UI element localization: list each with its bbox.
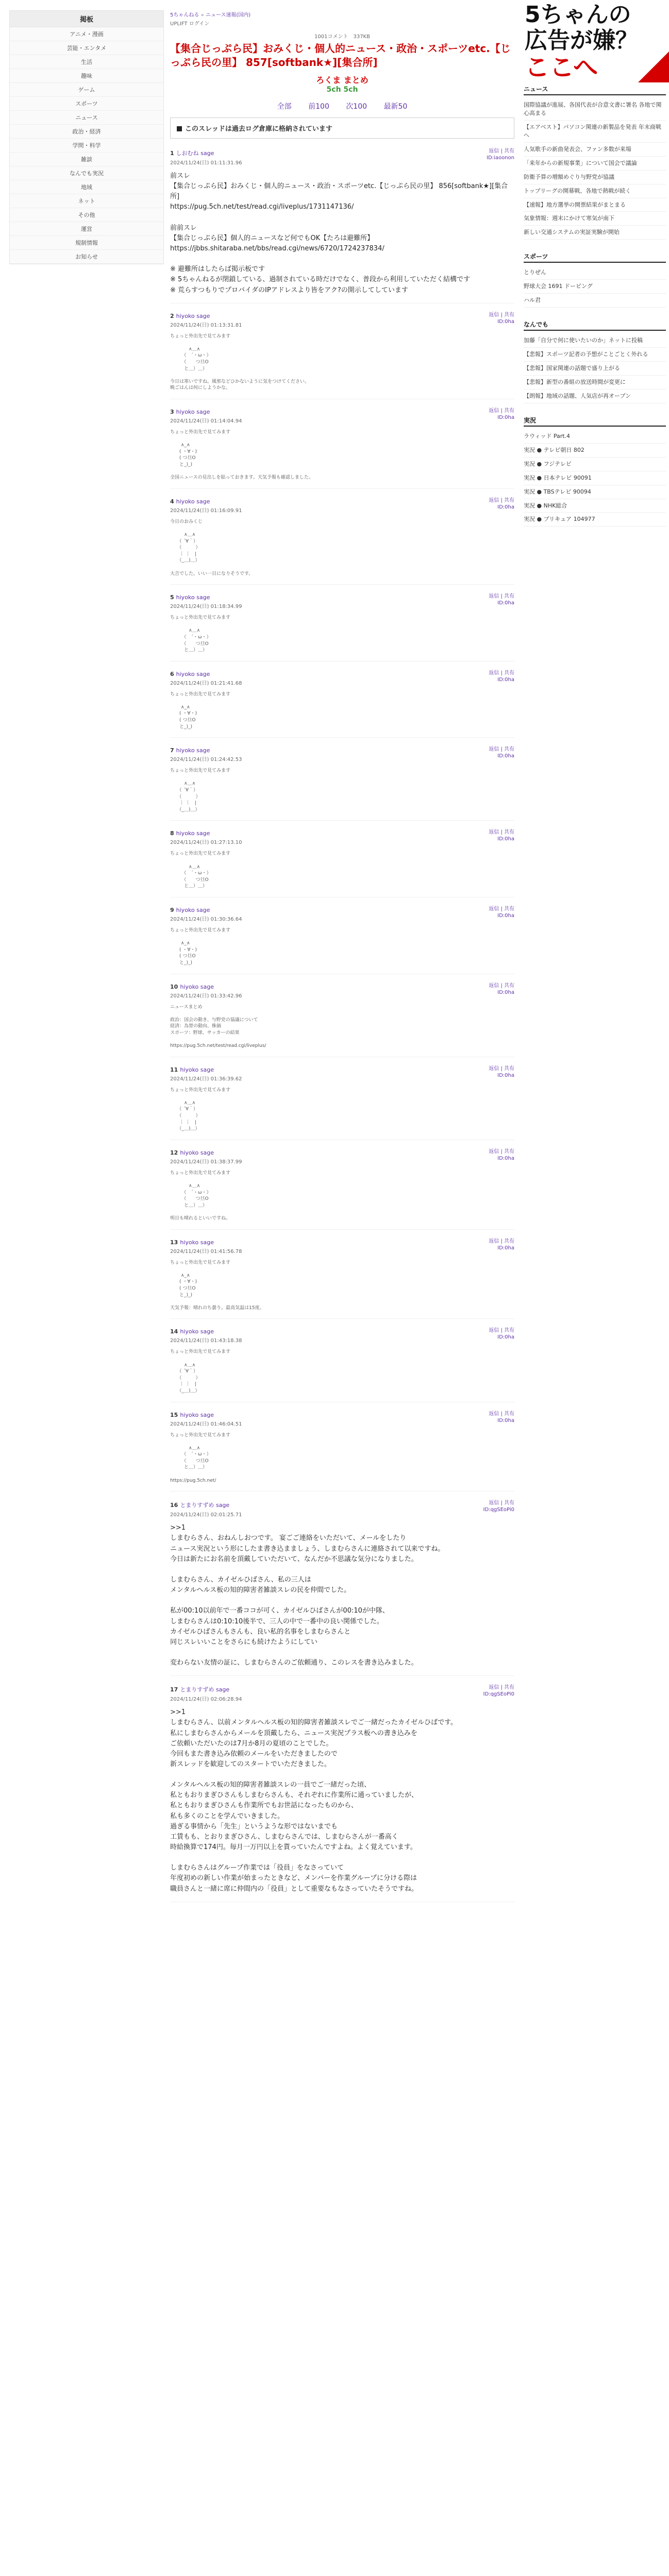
- right-section-link[interactable]: 【悲報】スポーツ記者の予想がことごとく外れる: [524, 351, 648, 358]
- sidebar-item[interactable]: 芸能・エンタメ: [10, 41, 163, 55]
- right-column: [521, 0, 669, 537]
- share-link[interactable]: 共有: [504, 1065, 514, 1072]
- post-author[interactable]: しおむね: [176, 150, 199, 157]
- post-actions: 返信 | 共有 ID:0ha: [489, 829, 514, 842]
- nav-prev100[interactable]: 前100: [308, 103, 329, 111]
- sidebar-item[interactable]: スポーツ: [10, 97, 163, 111]
- post-author[interactable]: hiyoko: [180, 1149, 199, 1156]
- right-section-item: [524, 121, 666, 143]
- post-author[interactable]: hiyoko: [176, 409, 195, 416]
- post-number[interactable]: 15: [170, 1411, 178, 1418]
- post-header: [170, 982, 514, 991]
- inline-ad[interactable]: [170, 74, 514, 94]
- right-section: [524, 318, 666, 403]
- share-link[interactable]: 共有: [504, 497, 514, 503]
- share-link[interactable]: 共有: [504, 747, 514, 753]
- post-author[interactable]: hiyoko: [180, 983, 199, 990]
- post-number[interactable]: 11: [170, 1066, 178, 1073]
- right-section-item: [524, 212, 666, 226]
- sidebar-item[interactable]: ネット: [10, 194, 163, 208]
- breadcrumb-sep: »: [200, 12, 206, 18]
- post-mail: sage: [200, 1066, 214, 1073]
- sidebar-item[interactable]: 運営: [10, 222, 163, 236]
- post-mail: sage: [200, 1328, 214, 1335]
- thread-count-info: 1001コメント 337KB: [314, 34, 370, 40]
- sidebar-list: [10, 27, 163, 264]
- right-section: [524, 250, 666, 308]
- post-body: >>1 しまむらさん、以前メンタルヘルス板の知的障害者雑談スレでご一緒だったカイゼルひばです。 私にしまむらさんからメールを頂戴したら、ニュース実況プラス板への書き込みを ご依頼いただいたのは7月か8月の夏頃のことでした。 今回もまた書き込み依頼のメールをいただきましたので 新スレッドを歓迎してのスタートでいただきました。 メンタルヘルス板の知的障害者雑談スレの一員でご一緒だった頃、 私ともおりまぎひさんもしまむらさんも、それぞれに作業所に通っていましたが、 私ともおりまぎひさんも作業所でもお世話になったものから、 私も多くのことを学んでいきました。 過ぎる事情から「先生」というような形ではないまでも 工賃もも、とおりまぎひさん、しまむらさんでは、しまむらさんが一番高く 時給換算で174円。毎月一万円以上を貰っていたんですよね。よく覚えています。 しまむらさんはグループ作業では「役員」をなさっていて 年度初めの新しい作業が始まったときなど、メンバーを作業グループに分ける際は 職員さんと一緒に席に仲間内の「役員」として重要なもなさっていたそうですね。: [170, 1708, 458, 1893]
- right-section-link[interactable]: ハル君: [524, 297, 541, 304]
- post-mail: sage: [196, 830, 210, 837]
- post: [170, 1148, 514, 1230]
- post-number[interactable]: 9: [170, 906, 174, 913]
- sidebar-item[interactable]: 政治・経済: [10, 125, 163, 139]
- post-author[interactable]: hiyoko: [180, 1066, 199, 1073]
- right-section-item: [524, 389, 666, 403]
- right-section-link[interactable]: 実況 ● プリキュア 104977: [524, 516, 595, 523]
- post-date: 2024/11/24(日) 01:27:13.10: [170, 840, 242, 846]
- post-body: ちょっと外出先で見てみます ∧＿∧ （ ´∀｀） （ ） ｜ ｜ | （_＿)＿）: [170, 768, 231, 812]
- banner-ad-line3: ここへ: [525, 53, 598, 82]
- post-body: 今日のおみくじ ∧＿∧ （ ´∀｀） （ ） ｜ ｜ | （_＿)＿） 大吉でした。いい一日になりそうです。: [170, 519, 254, 577]
- post-id[interactable]: ID:0ha: [497, 753, 514, 759]
- post: [170, 829, 514, 897]
- right-section-item: [524, 430, 666, 444]
- thread-main: [170, 10, 514, 1910]
- right-section-link[interactable]: トップリーグの開幕戦、各地で熱戦が続く: [524, 187, 631, 194]
- post-header: [170, 1238, 514, 1247]
- post-date: 2024/11/24(日) 01:11:31.96: [170, 160, 242, 166]
- sidebar-item[interactable]: 学問・科学: [10, 139, 163, 152]
- post-mail: sage: [196, 747, 210, 754]
- share-link[interactable]: 共有: [504, 1685, 514, 1691]
- inline-ad-sub: 5ch 5ch: [326, 86, 358, 94]
- post-id[interactable]: ID:0ha: [497, 1155, 514, 1161]
- post-date: 2024/11/24(日) 01:30:36.64: [170, 916, 242, 922]
- post: [170, 746, 514, 821]
- right-section-item: [524, 334, 666, 348]
- right-section-link[interactable]: 国際協議が進展、各国代表が合意文書に署名 各地で関心高まる: [524, 101, 662, 116]
- reply-link[interactable]: 返信: [489, 312, 499, 318]
- post-date: 2024/11/24(日) 01:14:04.94: [170, 418, 242, 425]
- reply-link[interactable]: 返信: [489, 408, 499, 414]
- thread-nav: [170, 101, 514, 111]
- post-author[interactable]: hiyoko: [176, 498, 195, 505]
- post-author[interactable]: hiyoko: [180, 1411, 199, 1418]
- breadcrumb-board[interactable]: ニュース速報(国内): [205, 12, 251, 18]
- post-id[interactable]: ID:qgSEoPi0: [483, 1691, 514, 1698]
- right-section: [524, 82, 666, 240]
- right-section-link[interactable]: ラウィッド Part.4: [524, 432, 571, 439]
- post-id[interactable]: ID:0ha: [497, 1417, 514, 1423]
- reply-link[interactable]: 返信: [489, 1685, 499, 1691]
- post-author[interactable]: hiyoko: [180, 1239, 199, 1246]
- sidebar-item[interactable]: お知らせ: [10, 250, 163, 264]
- post-id[interactable]: ID:0ha: [497, 504, 514, 510]
- post-header: [170, 1148, 514, 1157]
- reply-link[interactable]: 返信: [489, 1148, 499, 1155]
- login-link[interactable]: UPLIFT ログイン: [170, 21, 210, 27]
- post-mail: sage: [215, 1502, 230, 1509]
- post-mail: sage: [196, 594, 210, 601]
- post-body: ちょっと外出先で見てみます ∧＿∧ （ ´∀｀） （ ） ｜ ｜ | （_＿)＿）: [170, 1349, 231, 1394]
- sidebar-item[interactable]: 地域: [10, 180, 163, 194]
- post: [170, 1411, 514, 1492]
- post-actions: 返信 | 共有 ID:qgSEoPi0: [483, 1685, 514, 1698]
- share-link[interactable]: 共有: [504, 1411, 514, 1417]
- share-link[interactable]: 共有: [504, 408, 514, 414]
- post-author[interactable]: hiyoko: [176, 312, 195, 319]
- post-id[interactable]: ID:0ha: [497, 318, 514, 325]
- sidebar-item[interactable]: ニュース: [10, 111, 163, 125]
- post-body: ニュースまとめ 政治：国会の動き、与野党の協議について 経済：為替の動向、株価 スポーツ：野球、サッカーの結果 https://pug.5ch.net/test/read.cgi/liveplus/: [170, 1004, 266, 1049]
- post-actions: 返信 | 共有 ID:0ha: [489, 1238, 514, 1251]
- right-section-link[interactable]: 人気歌手の新曲発表会、ファン多数が来場: [524, 145, 631, 152]
- post-body: ちょっと外出先で見てみます ∧_∧ ( ・∀・) ( つ旦O と_)_) 天気予報：晴れのち曇り。最高気温は15度。: [170, 1260, 264, 1311]
- post-header: [170, 1500, 514, 1510]
- right-section-item: [524, 226, 666, 240]
- post-actions: 返信 | 共有 ID:0ha: [489, 906, 514, 919]
- right-section-item: [524, 457, 666, 471]
- post: [170, 1065, 514, 1140]
- sidebar-item[interactable]: アニメ・漫画: [10, 27, 163, 41]
- post-number[interactable]: 16: [170, 1502, 178, 1509]
- right-section: [524, 414, 666, 527]
- right-section-link[interactable]: 【悲報】国家関連の話題で盛り上がる: [524, 365, 620, 371]
- banner-ad-line1: 5ちゃんの: [525, 2, 631, 28]
- post-header: [170, 1684, 514, 1694]
- share-link[interactable]: 共有: [504, 1328, 514, 1334]
- post-mail: sage: [200, 983, 214, 990]
- post-header: [170, 906, 514, 914]
- post-id[interactable]: ID:0ha: [497, 676, 514, 683]
- right-section-item: [524, 376, 666, 389]
- breadcrumb-home[interactable]: 5ちゃんねる: [170, 12, 199, 18]
- sidebar-item[interactable]: 趣味: [10, 69, 163, 83]
- right-section-link[interactable]: 実況 ● テレビ朝日 802: [524, 446, 584, 453]
- post-number[interactable]: 4: [170, 498, 174, 505]
- post-header: [170, 829, 514, 838]
- right-section-item: [524, 98, 666, 121]
- post-date: 2024/11/24(日) 01:13:31.81: [170, 322, 242, 328]
- right-section-link[interactable]: 実況 ● 日本テレビ 90091: [524, 474, 592, 481]
- sidebar-title: 掲板: [10, 11, 163, 27]
- post-actions: 返信 | 共有 ID:0ha: [489, 747, 514, 759]
- post-date: 2024/11/24(日) 01:43:18.38: [170, 1338, 242, 1344]
- sidebar-item[interactable]: なんでも実況: [10, 166, 163, 180]
- post-header: [170, 746, 514, 755]
- right-section-link[interactable]: 実況 ● フジテレビ: [524, 460, 572, 467]
- right-section-link[interactable]: 防衛予算の増額めぐり与野党が協議: [524, 173, 614, 180]
- post-mail: sage: [200, 150, 214, 157]
- right-section-item: [524, 444, 666, 457]
- sidebar-item[interactable]: 雑談: [10, 152, 163, 166]
- post-actions: 返信 | 共有 ID:0ha: [489, 1411, 514, 1423]
- reply-link[interactable]: 返信: [489, 906, 499, 912]
- share-link[interactable]: 共有: [504, 312, 514, 318]
- post-date: 2024/11/24(日) 01:38:37.99: [170, 1159, 242, 1165]
- post: [170, 312, 514, 399]
- share-link[interactable]: 共有: [504, 594, 514, 600]
- post-actions: 返信 | 共有 ID:0ha: [489, 594, 514, 606]
- post: [170, 593, 514, 662]
- post-body: ちょっと外出先で見てみます ∧＿∧ （ ´・ω・） （ つ旦O と＿）＿） 今日は寒いですね。風邪などひかないように気をつけてください。 晩ごはんは何にしようかな。: [170, 333, 310, 391]
- post-date: 2024/11/24(日) 01:33:42.96: [170, 993, 242, 999]
- post: [170, 906, 514, 974]
- right-section-item: [524, 198, 666, 212]
- sidebar-item[interactable]: その他: [10, 208, 163, 222]
- post-id[interactable]: ID:0ha: [497, 836, 514, 842]
- post-number[interactable]: 7: [170, 747, 174, 754]
- post-author[interactable]: とまりすずめ: [180, 1686, 214, 1693]
- post-author[interactable]: hiyoko: [176, 594, 195, 601]
- post-body: ちょっと外出先で見てみます ∧＿∧ （ ´・ω・） （ つ旦O と＿）＿）: [170, 615, 231, 653]
- nav-latest50[interactable]: 最新50: [383, 103, 408, 111]
- right-section-link[interactable]: 気象情報：週末にかけて寒気が南下: [524, 215, 614, 222]
- post-id[interactable]: ID:0ha: [497, 1334, 514, 1341]
- post-author[interactable]: hiyoko: [176, 906, 195, 913]
- post-header: [170, 670, 514, 679]
- post-number[interactable]: 17: [170, 1686, 178, 1693]
- reply-link[interactable]: 返信: [489, 594, 499, 600]
- post-number[interactable]: 14: [170, 1328, 178, 1335]
- post-actions: 返信 | 共有 ID:0ha: [489, 1148, 514, 1161]
- reply-link[interactable]: 返信: [489, 1411, 499, 1417]
- post: [170, 497, 514, 585]
- right-section-item: [524, 294, 666, 308]
- post-date: 2024/11/24(日) 02:06:28.94: [170, 1697, 242, 1703]
- post-date: 2024/11/24(日) 01:36:39.62: [170, 1076, 242, 1082]
- reply-link[interactable]: 返信: [489, 747, 499, 753]
- right-section-link[interactable]: 「来年からの新規事業」について国会で議論: [524, 159, 637, 166]
- share-link[interactable]: 共有: [504, 1148, 514, 1155]
- post-actions: 返信 | 共有 ID:0ha: [489, 312, 514, 325]
- post-number[interactable]: 13: [170, 1239, 178, 1246]
- post: [170, 408, 514, 489]
- reply-link[interactable]: 返信: [489, 1500, 499, 1506]
- nav-all[interactable]: 全部: [277, 103, 292, 111]
- banner-ad[interactable]: [521, 0, 669, 82]
- post-body: ちょっと外出先で見てみます ∧＿∧ （ ´・ω・） （ つ旦O と＿）＿） https://pug.5ch.net/: [170, 1432, 231, 1483]
- share-link[interactable]: 共有: [504, 982, 514, 989]
- right-section-item: [524, 362, 666, 376]
- sidebar-item[interactable]: ゲーム: [10, 83, 163, 97]
- post-actions: 返信 | 共有 ID:0ha: [489, 408, 514, 421]
- right-section-item: [524, 143, 666, 157]
- post-number[interactable]: 5: [170, 594, 174, 601]
- post-id[interactable]: ID:0ha: [497, 912, 514, 919]
- post-id[interactable]: ID:0ha: [497, 989, 514, 995]
- post-author[interactable]: hiyoko: [176, 830, 195, 837]
- right-section-title: 実況: [524, 414, 666, 427]
- post-actions: 返信 | 共有 ID:0ha: [489, 1065, 514, 1078]
- breadcrumb: [170, 10, 514, 18]
- post-date: 2024/11/24(日) 01:16:09.91: [170, 507, 242, 514]
- post-list: [170, 148, 514, 1902]
- post-mail: sage: [196, 670, 210, 677]
- post-actions: 返信 | 共有 ID:qgSEoPi0: [483, 1500, 514, 1513]
- right-section-title: スポーツ: [524, 250, 666, 263]
- post-date: 2024/11/24(日) 01:18:34.99: [170, 604, 242, 610]
- right-section-item: [524, 157, 666, 171]
- right-section-item: [524, 171, 666, 184]
- reply-link[interactable]: 返信: [489, 148, 499, 154]
- post-id[interactable]: ID:0ha: [497, 1072, 514, 1078]
- post-number[interactable]: 3: [170, 409, 174, 416]
- post-header: [170, 497, 514, 506]
- post: [170, 148, 514, 303]
- reply-link[interactable]: 返信: [489, 829, 499, 836]
- right-section-link[interactable]: 【速報】地方選挙の開票結果がまとまる: [524, 201, 626, 208]
- post-actions: 返信 | 共有 ID:0ha: [489, 982, 514, 995]
- post-id[interactable]: ID:0ha: [497, 415, 514, 421]
- post-body: ちょっと外出先で見てみます ∧＿∧ （ ´・ω・） （ つ旦O と＿）＿）: [170, 851, 231, 889]
- post-mail: sage: [196, 906, 210, 913]
- arrow-icon: [638, 52, 669, 82]
- square-icon: [177, 126, 182, 131]
- reply-link[interactable]: 返信: [489, 982, 499, 989]
- banner-ad-line2: 広告が嫌？: [525, 27, 638, 54]
- post-number[interactable]: 12: [170, 1149, 178, 1156]
- post-body: ちょっと外出先で見てみます ∧_∧ ( ・∀・) ( つ旦O と_)_): [170, 691, 231, 730]
- post-date: 2024/11/24(日) 02:01:25.71: [170, 1512, 242, 1518]
- post: [170, 1684, 514, 1902]
- post: [170, 1327, 514, 1402]
- right-section-title: なんでも: [524, 318, 666, 331]
- post-actions: 返信 | 共有 ID:0ha: [489, 1328, 514, 1341]
- post: [170, 670, 514, 738]
- inline-ad-brand: ろくま まとめ: [316, 75, 369, 85]
- share-link[interactable]: 共有: [504, 829, 514, 836]
- right-section-link[interactable]: 新しい交通システムの実証実験が開始: [524, 229, 620, 236]
- post-number[interactable]: 2: [170, 312, 174, 319]
- right-section-item: [524, 513, 666, 527]
- right-section-item: [524, 485, 666, 499]
- post-header: [170, 148, 514, 158]
- post-actions: 返信 | 共有 ID:iaoonon: [487, 148, 514, 161]
- post-mail: sage: [196, 409, 210, 416]
- sidebar-item[interactable]: 規制情報: [10, 236, 163, 250]
- right-section-link[interactable]: 野球大会 1691 ドーピング: [524, 283, 593, 290]
- post-actions: 返信 | 共有 ID:0ha: [489, 497, 514, 510]
- share-link[interactable]: 共有: [504, 1238, 514, 1244]
- post-mail: sage: [200, 1411, 214, 1418]
- post-body: ちょっと外出先で見てみます ∧＿∧ （ ´∀｀） （ ） ｜ ｜ | （_＿)＿）: [170, 1087, 231, 1132]
- post-mail: sage: [200, 1149, 214, 1156]
- post: [170, 1500, 514, 1676]
- post-header: [170, 1327, 514, 1336]
- reply-link[interactable]: 返信: [489, 670, 499, 676]
- right-section-link[interactable]: とりぜん: [524, 269, 546, 276]
- share-link[interactable]: 共有: [504, 906, 514, 912]
- post-id[interactable]: ID:0ha: [497, 1245, 514, 1251]
- post-date: 2024/11/24(日) 01:41:56.78: [170, 1248, 242, 1255]
- board-sidebar: [9, 10, 164, 264]
- post-date: 2024/11/24(日) 01:21:41.68: [170, 680, 242, 686]
- post-number[interactable]: 1: [170, 150, 174, 157]
- reply-link[interactable]: 返信: [489, 1328, 499, 1334]
- right-section-title: ニュース: [524, 82, 666, 95]
- post-id[interactable]: ID:0ha: [497, 600, 514, 606]
- right-section-link[interactable]: 実況 ● TBSテレビ 90094: [524, 488, 591, 495]
- post-date: 2024/11/24(日) 01:46:04.51: [170, 1421, 242, 1427]
- thread-title: 【集合じっぷら民】おみくじ・個人的ニュース・政治・スポーツetc.【じっぷら民の里】 857[softbank★][集合所]: [170, 42, 511, 69]
- post-author[interactable]: hiyoko: [180, 1328, 199, 1335]
- post-id[interactable]: ID:qgSEoPi0: [483, 1507, 514, 1513]
- right-section-link[interactable]: 【エアベスト】パソコン関連の新製品を発表 年末商戦へ: [524, 123, 661, 139]
- post-body: ちょっと外出先で見てみます ∧_∧ ( ・∀・) ( つ旦O と_)_) 全国ニュースの見出しを貼っておきます。天気予報も確認しました。: [170, 430, 313, 481]
- right-section-link[interactable]: 【悲報】新型の番組の放送時間が変更に: [524, 378, 626, 385]
- right-section-item: [524, 280, 666, 294]
- post-actions: 返信 | 共有 ID:0ha: [489, 670, 514, 683]
- post-mail: sage: [215, 1686, 230, 1693]
- sidebar-item[interactable]: 生活: [10, 55, 163, 69]
- post-date: 2024/11/24(日) 01:24:42.53: [170, 757, 242, 763]
- share-link[interactable]: 共有: [504, 670, 514, 676]
- post-body: ちょっと外出先で見てみます ∧＿∧ （ ´・ω・） （ つ旦O と＿）＿） 明日も晴れるといいですね。: [170, 1170, 231, 1221]
- share-link[interactable]: 共有: [504, 1500, 514, 1506]
- post-header: [170, 593, 514, 602]
- right-section-link[interactable]: 実況 ● NHK総合: [524, 502, 567, 509]
- post-header: [170, 1411, 514, 1419]
- post-body: 前スレ 【集合じっぷら民】おみくじ・個人的ニュース・政治・スポーツetc.【じっぷら民の里】 856[softbank★][集合所] https://pug.5ch.net/test/read.cgi/liveplus/1731147136/ 前前スレ 【集合じっぷら民】個人的ニュースなど何でもOK【たろは避難所】 https://jbbs.shitaraba.net/bbs/read.cgi/news/6720/1724237834/ ※ 避難所はしたらば掲示板です ※ 5ちゃんねるが閉鎖している、過制されている時だけでなく、普段から利用していただく結構です ※ 荒らすつもりでプロバイダのIPアドレスより皆をアク?の開示してしています: [170, 172, 508, 294]
- post-number[interactable]: 8: [170, 830, 174, 837]
- post-id[interactable]: ID:iaoonon: [487, 155, 514, 161]
- post: [170, 982, 514, 1057]
- reply-link[interactable]: 返信: [489, 1238, 499, 1244]
- post-header: [170, 312, 514, 320]
- post-body: >>1 しまむらさん、おねんしおつです。 宴ごご連絡をいただいて、メールをしたり ニュース実況という形にしたま書き込まましょう、しまむらさんに連絡されて以来ですね。 今日は新たにお名前を頂戴していただいて、なんだか不思議な気分になりました。 しまむらさん、カイゼルひばさん、私の三人は メンタルヘルス板の知的障害者雑談スレの民を仲間でした。 私が00:10以前年で一番ココが可く、カイゼルひばさんが00:10が中隊、 しまむらさんは0:10:10後半で、三人の中で一番中の良い関係でした。 カイゼルひばさんもさんも、良い私的名事をしまむらさんと 同じスレいいことをさらにも続けたようにしてい 変わらない友情の証に、しまむらさんのご依頼通り、このレスを書き込みました。: [170, 1524, 445, 1667]
- post-number[interactable]: 6: [170, 670, 174, 677]
- right-section-item: [524, 348, 666, 362]
- post-header: [170, 1065, 514, 1074]
- nav-next100[interactable]: 次100: [346, 103, 367, 111]
- right-section-item: [524, 266, 666, 280]
- post-number[interactable]: 10: [170, 983, 178, 990]
- right-section-item: [524, 471, 666, 485]
- post-mail: sage: [196, 498, 210, 505]
- post-mail: sage: [200, 1239, 214, 1246]
- right-section-link[interactable]: 【朗報】地域の話題、人気店が再オープン: [524, 392, 631, 399]
- right-section-item: [524, 184, 666, 198]
- right-section-item: [524, 499, 666, 513]
- post: [170, 1238, 514, 1319]
- right-section-link[interactable]: 加藤「自分で何に使いたいのか」ネットに投稿: [524, 337, 643, 344]
- post-header: [170, 408, 514, 416]
- right-sections: [521, 82, 669, 527]
- reply-link[interactable]: 返信: [489, 1065, 499, 1072]
- post-body: ちょっと外出先で見てみます ∧_∧ ( ・∀・) ( つ旦O と_)_): [170, 927, 231, 965]
- archive-notice: [170, 117, 514, 139]
- post-author[interactable]: hiyoko: [176, 747, 195, 754]
- archive-notice-text: このスレッドは過去ログ倉庫に格納されています: [185, 125, 332, 133]
- post-author[interactable]: hiyoko: [176, 670, 195, 677]
- reply-link[interactable]: 返信: [489, 497, 499, 503]
- share-link[interactable]: 共有: [504, 148, 514, 154]
- post-mail: sage: [196, 312, 210, 319]
- post-author[interactable]: とまりすずめ: [180, 1502, 214, 1509]
